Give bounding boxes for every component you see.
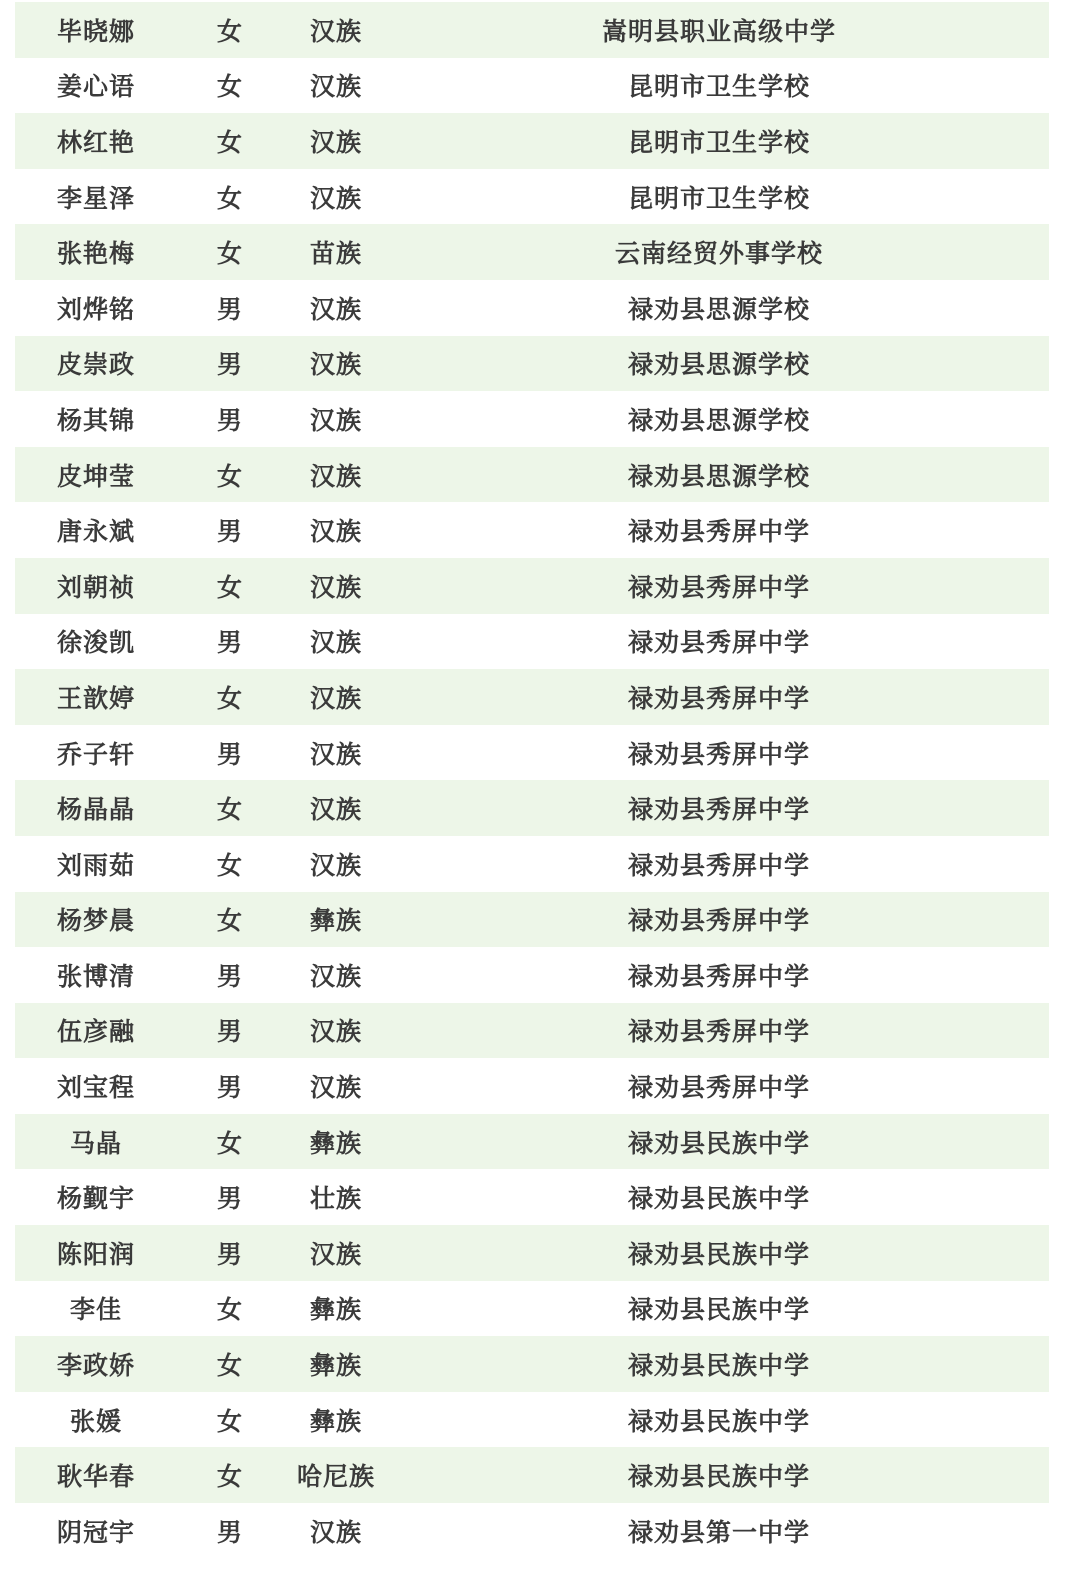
table-row xyxy=(15,2,1049,58)
school-cell: 禄劝县民族中学 xyxy=(627,1128,810,1158)
school-cell: 禄劝县秀屏中学 xyxy=(627,906,810,936)
student-name-cell: 阴冠宇 xyxy=(56,1517,135,1547)
school-cell: 禄劝县秀屏中学 xyxy=(627,683,810,713)
student-name-cell: 杨梦晨 xyxy=(56,906,135,936)
student-name-cell: 徐浚凯 xyxy=(56,628,135,658)
table-row xyxy=(15,447,1049,503)
table-row xyxy=(15,836,1049,892)
student-name-cell: 杨其锦 xyxy=(56,405,135,435)
table-row xyxy=(15,725,1049,781)
table-row xyxy=(15,336,1049,392)
gender-cell: 女 xyxy=(216,183,243,213)
ethnicity-cell: 壮族 xyxy=(309,1184,362,1214)
table-row xyxy=(15,169,1049,225)
ethnicity-cell: 汉族 xyxy=(309,1517,362,1547)
student-name-cell: 张媛 xyxy=(69,1406,122,1436)
table-row xyxy=(15,558,1049,614)
gender-cell: 女 xyxy=(216,127,243,157)
school-cell: 禄劝县民族中学 xyxy=(627,1295,810,1325)
student-name-cell: 乔子轩 xyxy=(56,739,135,769)
gender-cell: 女 xyxy=(216,906,243,936)
school-cell: 嵩明县职业高级中学 xyxy=(601,16,836,46)
ethnicity-cell: 彝族 xyxy=(309,1128,362,1158)
table-row xyxy=(15,1336,1049,1392)
gender-cell: 女 xyxy=(216,461,243,491)
ethnicity-cell: 汉族 xyxy=(309,1073,362,1103)
ethnicity-cell: 汉族 xyxy=(309,294,362,324)
gender-cell: 男 xyxy=(216,1017,243,1047)
ethnicity-cell: 汉族 xyxy=(309,183,362,213)
table-row xyxy=(15,1225,1049,1281)
table-row xyxy=(15,1058,1049,1114)
gender-cell: 男 xyxy=(216,739,243,769)
school-cell: 禄劝县秀屏中学 xyxy=(627,739,810,769)
student-name-cell: 杨觐宇 xyxy=(56,1184,135,1214)
school-cell: 禄劝县秀屏中学 xyxy=(627,850,810,880)
gender-cell: 男 xyxy=(216,1239,243,1269)
ethnicity-cell: 汉族 xyxy=(309,683,362,713)
ethnicity-cell: 汉族 xyxy=(309,127,362,157)
ethnicity-cell: 汉族 xyxy=(309,850,362,880)
student-table xyxy=(15,2,1049,1559)
school-cell: 昆明市卫生学校 xyxy=(627,72,810,102)
ethnicity-cell: 汉族 xyxy=(309,572,362,602)
table-row xyxy=(15,1169,1049,1225)
ethnicity-cell: 汉族 xyxy=(309,795,362,825)
school-cell: 昆明市卫生学校 xyxy=(627,127,810,157)
school-cell: 禄劝县秀屏中学 xyxy=(627,628,810,658)
gender-cell: 女 xyxy=(216,72,243,102)
ethnicity-cell: 彝族 xyxy=(309,906,362,936)
table-row xyxy=(15,947,1049,1003)
gender-cell: 男 xyxy=(216,961,243,991)
gender-cell: 男 xyxy=(216,1517,243,1547)
school-cell: 禄劝县民族中学 xyxy=(627,1351,810,1381)
student-name-cell: 李星泽 xyxy=(56,183,135,213)
school-cell: 禄劝县秀屏中学 xyxy=(627,961,810,991)
school-cell: 禄劝县民族中学 xyxy=(627,1462,810,1492)
table-row xyxy=(15,1392,1049,1448)
gender-cell: 女 xyxy=(216,572,243,602)
ethnicity-cell: 汉族 xyxy=(309,739,362,769)
school-cell: 禄劝县民族中学 xyxy=(627,1239,810,1269)
student-name-cell: 王歆婷 xyxy=(56,683,135,713)
school-cell: 禄劝县秀屏中学 xyxy=(627,1017,810,1047)
student-name-cell: 马晶 xyxy=(69,1128,122,1158)
school-cell: 云南经贸外事学校 xyxy=(614,239,823,269)
student-name-cell: 李佳 xyxy=(69,1295,122,1325)
table-row xyxy=(15,280,1049,336)
gender-cell: 男 xyxy=(216,1184,243,1214)
gender-cell: 女 xyxy=(216,1295,243,1325)
student-name-cell: 唐永斌 xyxy=(56,517,135,547)
student-name-cell: 刘朝祯 xyxy=(56,572,135,602)
ethnicity-cell: 彝族 xyxy=(309,1351,362,1381)
ethnicity-cell: 汉族 xyxy=(309,350,362,380)
table-row xyxy=(15,1281,1049,1337)
ethnicity-cell: 彝族 xyxy=(309,1295,362,1325)
gender-cell: 男 xyxy=(216,350,243,380)
table-row xyxy=(15,1003,1049,1059)
ethnicity-cell: 苗族 xyxy=(309,239,362,269)
table-row xyxy=(15,58,1049,114)
gender-cell: 女 xyxy=(216,1462,243,1492)
student-name-cell: 杨晶晶 xyxy=(56,795,135,825)
school-cell: 禄劝县秀屏中学 xyxy=(627,795,810,825)
ethnicity-cell: 汉族 xyxy=(309,405,362,435)
gender-cell: 男 xyxy=(216,628,243,658)
ethnicity-cell: 汉族 xyxy=(309,72,362,102)
student-name-cell: 皮崇政 xyxy=(56,350,135,380)
gender-cell: 女 xyxy=(216,16,243,46)
school-cell: 禄劝县秀屏中学 xyxy=(627,1073,810,1103)
table-row xyxy=(15,502,1049,558)
ethnicity-cell: 汉族 xyxy=(309,517,362,547)
student-name-cell: 皮坤莹 xyxy=(56,461,135,491)
gender-cell: 女 xyxy=(216,1351,243,1381)
table-row xyxy=(15,614,1049,670)
ethnicity-cell: 彝族 xyxy=(309,1406,362,1436)
ethnicity-cell: 汉族 xyxy=(309,16,362,46)
gender-cell: 女 xyxy=(216,1406,243,1436)
student-name-cell: 张艳梅 xyxy=(56,239,135,269)
school-cell: 禄劝县思源学校 xyxy=(627,461,810,491)
school-cell: 禄劝县第一中学 xyxy=(627,1517,810,1547)
student-name-cell: 耿华春 xyxy=(56,1462,135,1492)
table-row xyxy=(15,780,1049,836)
school-cell: 禄劝县民族中学 xyxy=(627,1184,810,1214)
school-cell: 禄劝县思源学校 xyxy=(627,350,810,380)
table-row xyxy=(15,669,1049,725)
gender-cell: 女 xyxy=(216,795,243,825)
student-name-cell: 林红艳 xyxy=(56,127,135,157)
table-row xyxy=(15,224,1049,280)
ethnicity-cell: 汉族 xyxy=(309,961,362,991)
gender-cell: 男 xyxy=(216,1073,243,1103)
school-cell: 禄劝县思源学校 xyxy=(627,405,810,435)
table-row xyxy=(15,391,1049,447)
student-name-cell: 刘雨茹 xyxy=(56,850,135,880)
gender-cell: 男 xyxy=(216,405,243,435)
gender-cell: 女 xyxy=(216,850,243,880)
table-row xyxy=(15,113,1049,169)
student-name-cell: 刘宝程 xyxy=(56,1073,135,1103)
gender-cell: 女 xyxy=(216,1128,243,1158)
student-name-cell: 刘烨铭 xyxy=(56,294,135,324)
table-row xyxy=(15,1114,1049,1170)
gender-cell: 女 xyxy=(216,683,243,713)
gender-cell: 男 xyxy=(216,517,243,547)
student-name-cell: 张博清 xyxy=(56,961,135,991)
student-name-cell: 李政娇 xyxy=(56,1351,135,1381)
school-cell: 禄劝县民族中学 xyxy=(627,1406,810,1436)
student-name-cell: 姜心语 xyxy=(56,72,135,102)
ethnicity-cell: 汉族 xyxy=(309,1017,362,1047)
student-name-cell: 陈阳润 xyxy=(56,1239,135,1269)
ethnicity-cell: 汉族 xyxy=(309,628,362,658)
school-cell: 禄劝县秀屏中学 xyxy=(627,572,810,602)
school-cell: 禄劝县秀屏中学 xyxy=(627,517,810,547)
table-row xyxy=(15,1447,1049,1503)
school-cell: 昆明市卫生学校 xyxy=(627,183,810,213)
student-name-cell: 伍彦融 xyxy=(56,1017,135,1047)
table-row xyxy=(15,1503,1049,1559)
school-cell: 禄劝县思源学校 xyxy=(627,294,810,324)
ethnicity-cell: 哈尼族 xyxy=(296,1462,375,1492)
gender-cell: 男 xyxy=(216,294,243,324)
ethnicity-cell: 汉族 xyxy=(309,461,362,491)
student-name-cell: 毕晓娜 xyxy=(56,16,135,46)
ethnicity-cell: 汉族 xyxy=(309,1239,362,1269)
table-row xyxy=(15,892,1049,948)
gender-cell: 女 xyxy=(216,239,243,269)
